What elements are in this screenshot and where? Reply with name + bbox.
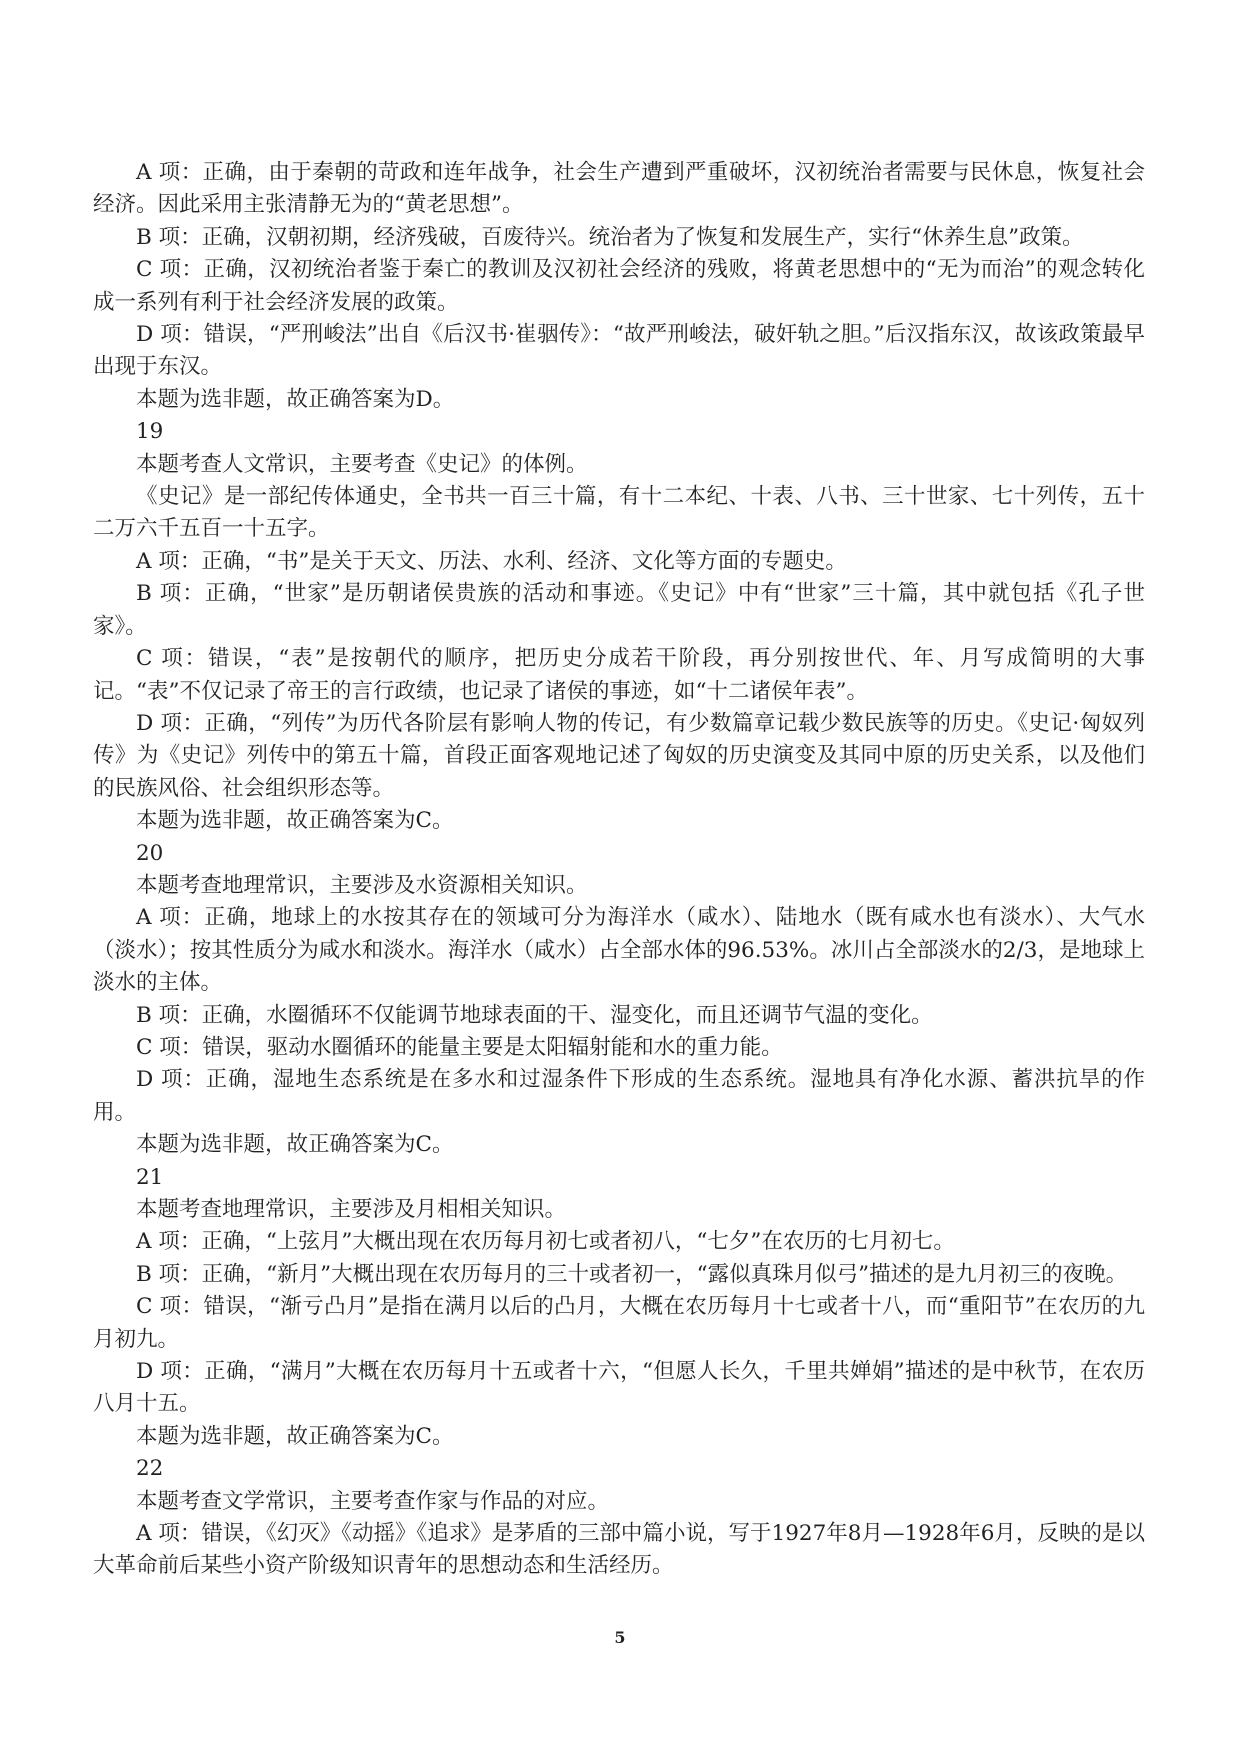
paragraph: C 项：错误，“表”是按朝代的顺序，把历史分成若干阶段，再分别按世代、年、月写成简明的大事记。“表”不仅记录了帝王的言行政绩，也记录了诸侯的事迹，如“十二诸侯年表”。	[93, 646, 1145, 704]
paragraph: B 项：正确，“新月”大概出现在农历每月的三十或者初一，“露似真珠月似弓”描述的是九月初三的夜晚。	[136, 1261, 1128, 1287]
answer-line: 本题为选非题，故正确答案为D。	[136, 386, 455, 412]
question-number: 21	[136, 1164, 164, 1190]
paragraph: C 项：错误，“渐亏凸月”是指在满月以后的凸月，大概在农历每月十七或者十八，而“重阳节”在农历的九月初九。	[93, 1294, 1145, 1352]
paragraph: 本题考查文学常识，主要考查作家与作品的对应。	[136, 1488, 610, 1514]
paragraph: D 项：错误，“严刑峻法”出自《后汉书·崔骃传》：“故严刑峻法，破奸轨之胆。”后汉指东汉，故该政策最早出现于东汉。	[93, 322, 1145, 380]
page-number: 5	[614, 1628, 626, 1647]
question-number: 19	[136, 419, 164, 445]
paragraph: B 项：正确，汉朝初期，经济残破，百废待兴。统治者为了恢复和发展生产，实行“休养生息”政策。	[136, 224, 1084, 250]
answer-line: 本题为选非题，故正确答案为C。	[136, 1423, 454, 1449]
paragraph: C 项：正确，汉初统治者鉴于秦亡的教训及汉初社会经济的残败，将黄老思想中的“无为而治”的观念转化成一系列有利于社会经济发展的政策。	[93, 257, 1145, 315]
paragraph: D 项：正确，“列传”为历代各阶层有影响人物的传记，有少数篇章记载少数民族等的历史。《史记·匈奴列传》为《史记》列传中的第五十篇，首段正面客观地记述了匈奴的历史演变及其同中原的历史关系，以及他们的民族风俗、社会组织形态等。	[93, 710, 1145, 801]
paragraph: D 项：正确，湿地生态系统是在多水和过湿条件下形成的生态系统。湿地具有净化水源、蓄洪抗旱的作用。	[93, 1067, 1145, 1125]
question-number: 22	[136, 1456, 164, 1482]
paragraph: A 项：正确，“上弦月”大概出现在农历每月初七或者初八，“七夕”在农历的七月初七。	[136, 1229, 955, 1255]
answer-line: 本题为选非题，故正确答案为C。	[136, 808, 454, 834]
paragraph: A 项：正确，“书”是关于天文、历法、水利、经济、文化等方面的专题史。	[136, 548, 847, 574]
paragraph: 本题考查地理常识，主要涉及水资源相关知识。	[136, 872, 588, 898]
paragraph: 《史记》是一部纪传体通史，全书共一百三十篇，有十二本纪、十表、八书、三十世家、七十列传，五十二万六千五百一十五字。	[93, 484, 1145, 542]
paragraph: B 项：正确，水圈循环不仅能调节地球表面的干、湿变化，而且还调节气温的变化。	[136, 1002, 933, 1028]
paragraph: A 项：正确，地球上的水按其存在的领域可分为海洋水（咸水）、陆地水（既有咸水也有淡水）、大气水（淡水）；按其性质分为咸水和淡水。海洋水（咸水）占全部水体的96.53%。冰川占全部淡水的2/3，是地球上淡水的主体。	[93, 905, 1145, 996]
paragraph: A 项：正确，由于秦朝的苛政和连年战争，社会生产遭到严重破坏，汉初统治者需要与民休息，恢复社会经济。因此采用主张清静无为的“黄老思想”。	[93, 160, 1145, 218]
paragraph: 本题考查地理常识，主要涉及月相相关知识。	[136, 1197, 567, 1222]
paragraph: A 项：错误，《幻灭》《动摇》《追求》是茅盾的三部中篇小说，写于1927年8月—1928年6月，反映的是以大革命前后某些小资产阶级知识青年的思想动态和生活经历。	[93, 1521, 1145, 1579]
paragraph: C 项：错误，驱动水圈循环的能量主要是太阳辐射能和水的重力能。	[136, 1034, 783, 1060]
paragraph: D 项：正确，“满月”大概在农历每月十五或者十六，“但愿人长久，千里共婵娟”描述的是中秋节，在农历八月十五。	[93, 1359, 1145, 1417]
paragraph: 本题考查人文常识，主要考查《史记》的体例。	[136, 451, 588, 477]
document-body	[93, 157, 1145, 1583]
paragraph: B 项：正确，“世家”是历朝诸侯贵族的活动和事迹。《史记》中有“世家”三十篇，其中就包括《孔子世家》。	[93, 581, 1145, 639]
answer-line: 本题为选非题，故正确答案为C。	[136, 1132, 454, 1158]
question-number: 20	[136, 840, 164, 866]
